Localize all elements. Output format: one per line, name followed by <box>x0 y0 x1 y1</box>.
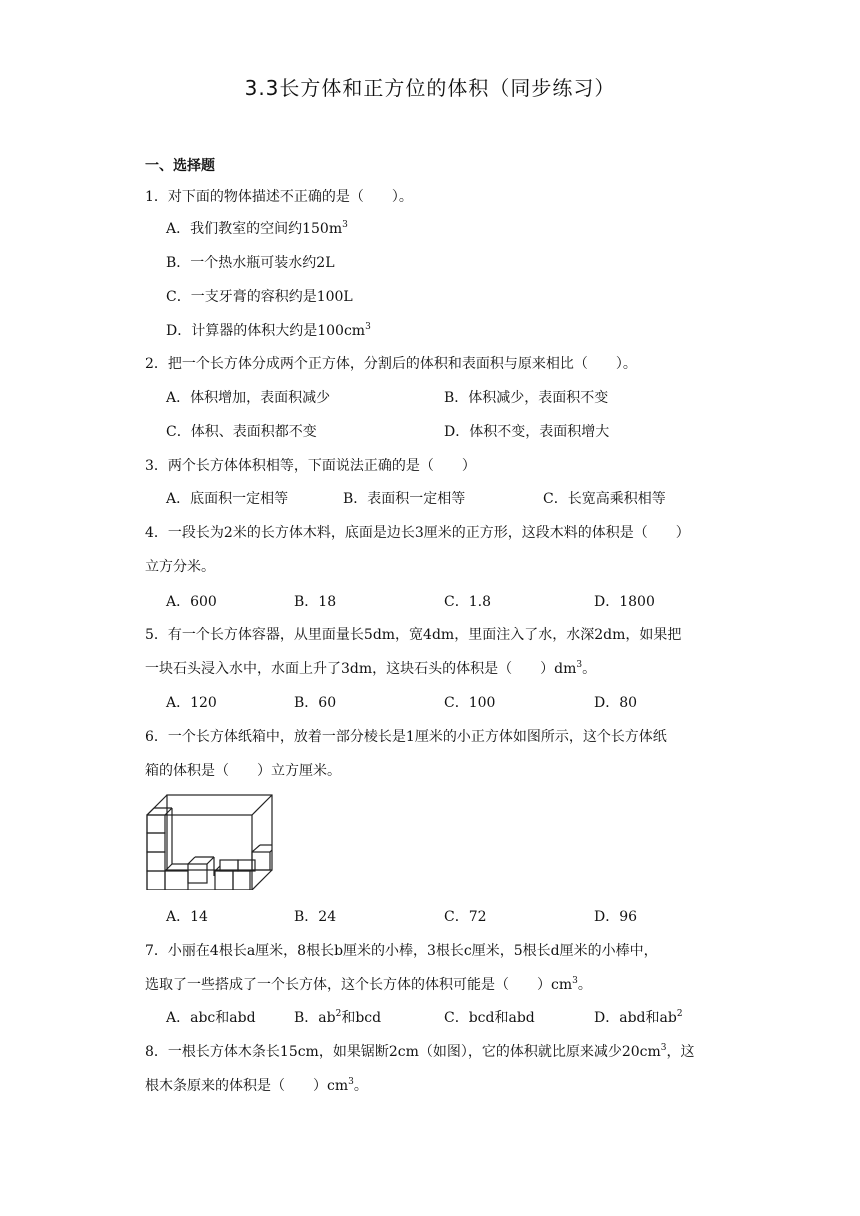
question-4-option-c: C．1.8 <box>444 594 491 610</box>
question-7-stem-line-1: 7．小丽在4根长a厘米，8根长b厘米的小棒，3根长c厘米，5根长d厘米的小棒中， <box>145 943 658 959</box>
question-3-option-a: A．底面积一定相等 <box>166 491 289 507</box>
question-8-stem-line-2: 根木条原来的体积是（ ）$cm^3$。 <box>145 1077 368 1094</box>
question-6-option-b: B．24 <box>294 909 337 925</box>
question-1-option-d: D．计算器的体积大约是$100cm^3$ <box>166 322 371 339</box>
question-7-option-b: B．$ab^2$和bcd <box>294 1009 382 1026</box>
question-6-option-a: A．14 <box>166 909 208 925</box>
page-title: 3.3长方体和正方位的体积（同步练习） <box>244 76 616 100</box>
question-7-option-a: A．abc和abd <box>166 1010 256 1026</box>
question-4-option-d: D．1800 <box>594 594 655 610</box>
question-4-option-b: B．18 <box>294 594 337 610</box>
question-6-option-d: D．96 <box>594 909 638 925</box>
question-8-stem-line-1: 8．一根长方体木条长15cm，如果锯断2cm（如图），它的体积就比原来减少$20cm^3$，这 <box>145 1043 695 1060</box>
question-2-option-c: C．体积、表面积都不变 <box>166 424 317 440</box>
cube <box>147 852 165 871</box>
cube <box>147 833 165 852</box>
question-7-option-d: D．abd和$ab^2$ <box>594 1009 683 1026</box>
section-heading: 一、选择题 <box>145 158 215 174</box>
question-4-stem-line-2: 立方分米。 <box>145 559 215 575</box>
cube <box>233 871 250 890</box>
question-5-stem-line-1: 5．有一个长方体容器，从里面量长5dm，宽4dm，里面注入了水，水深2dm，如果把 <box>145 627 682 643</box>
cube <box>215 871 233 890</box>
question-4-stem-line-1: 4．一段长为2米的长方体木料，底面是边长3厘米的正方形，这段木料的体积是（ ） <box>145 525 690 541</box>
question-3-stem: 3．两个长方体体积相等，下面说法正确的是（ ） <box>145 458 476 474</box>
question-3-option-c: C．长宽高乘积相等 <box>543 491 666 507</box>
question-5-option-c: C．100 <box>444 695 496 711</box>
question-6-option-c: C．72 <box>444 909 487 925</box>
cube <box>220 860 238 871</box>
cube <box>165 871 188 890</box>
question-6-stem-line-1: 6．一个长方体纸箱中，放着一部分棱长是1厘米的小正方体如图所示，这个长方体纸 <box>145 729 667 745</box>
question-5-stem-line-2: 一块石头浸入水中，水面上升了3dm，这块石头的体积是（ ）$dm^3$。 <box>145 660 597 677</box>
cube <box>147 871 165 890</box>
question-1-stem: 1．对下面的物体描述不正确的是（ ）。 <box>145 189 413 205</box>
question-7-stem-line-2: 选取了一些搭成了一个长方体，这个长方体的体积可能是（ ）$cm^3$。 <box>145 976 592 993</box>
question-1-option-b: B．一个热水瓶可装水约2L <box>166 255 335 271</box>
question-1-option-c: C．一支牙膏的容积约是100L <box>166 289 353 305</box>
question-2-stem: 2．把一个长方体分成两个正方体，分割后的体积和表面积与原来相比（ ）。 <box>145 356 637 372</box>
question-4-option-a: A．600 <box>166 594 217 610</box>
question-5-option-a: A．120 <box>166 695 217 711</box>
question-7-option-c: C．bcd和abd <box>444 1010 535 1026</box>
cube <box>188 864 207 883</box>
question-5-option-d: D．80 <box>594 695 638 711</box>
box-with-cubes-figure <box>142 790 277 890</box>
question-5-option-b: B．60 <box>294 695 337 711</box>
question-1-option-a: A．我们教室的空间约$150m^3$ <box>166 220 348 237</box>
question-6-stem-line-2: 箱的体积是（ ）立方厘米。 <box>145 763 341 779</box>
question-3-option-b: B．表面积一定相等 <box>343 491 466 507</box>
box-back-face <box>167 795 272 870</box>
question-2-option-b: B．体积减少，表面积不变 <box>444 390 609 406</box>
question-2-option-d: D．体积不变，表面积增大 <box>444 424 610 440</box>
question-2-option-a: A．体积增加，表面积减少 <box>166 390 331 406</box>
cube <box>147 815 165 833</box>
